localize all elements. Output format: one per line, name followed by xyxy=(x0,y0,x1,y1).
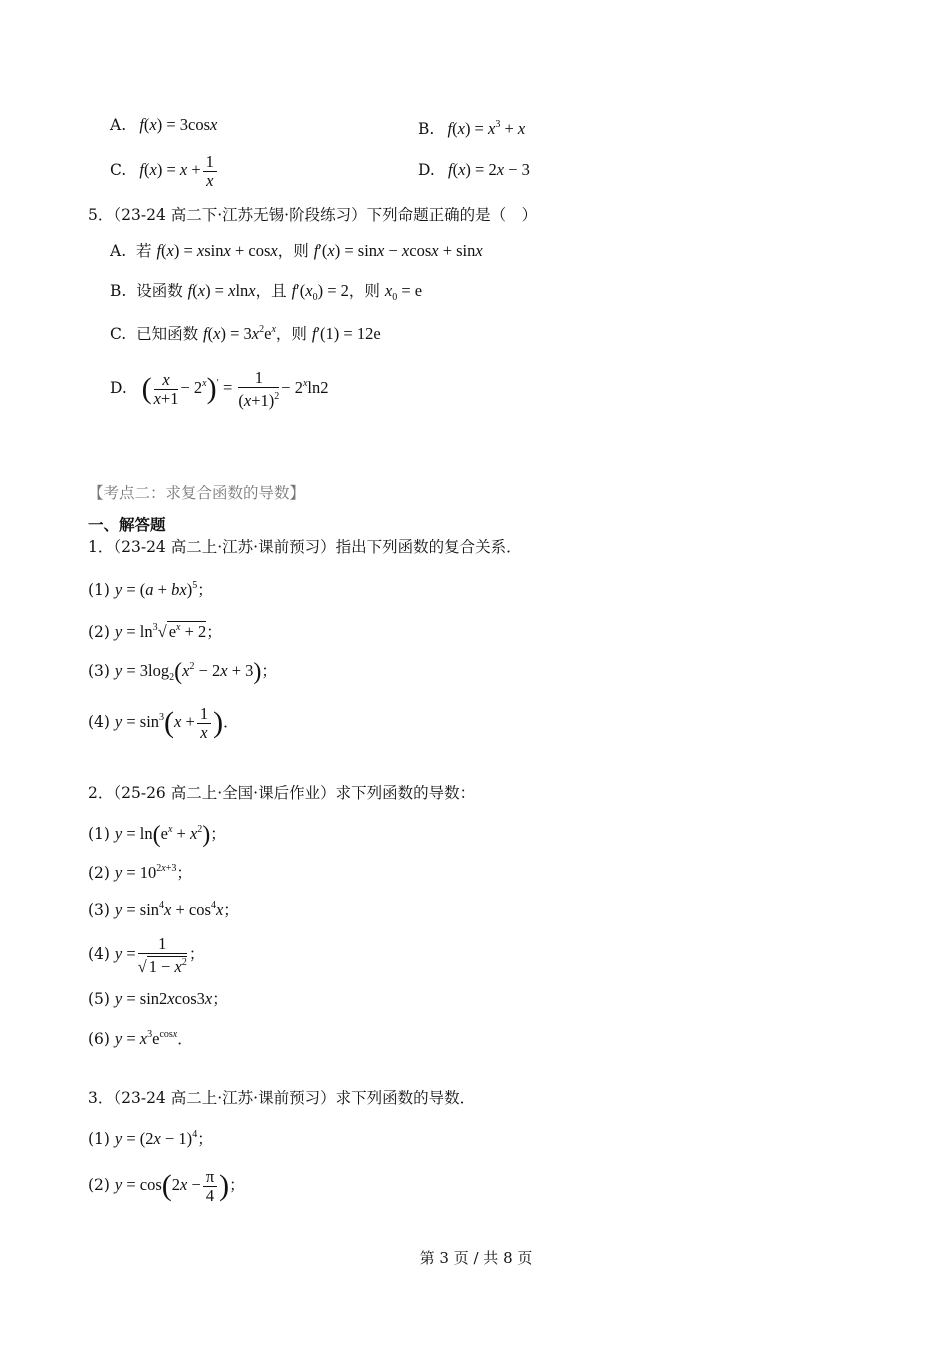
formula: f(x) = xsinx + cosx xyxy=(156,241,278,260)
p3-item-2 xyxy=(88,1163,245,1208)
q4-option-b xyxy=(418,114,525,140)
formula: $f'(x_0) = 2$ xyxy=(291,281,349,303)
formula: y = (a + bx)$^5$ xyxy=(114,580,198,599)
formula: $y = 10^{2x+3}$ xyxy=(114,863,177,882)
section-heading: 【考点二：求复合函数的导数】 xyxy=(88,484,306,502)
option-label: B. xyxy=(110,282,127,300)
option-label: B. xyxy=(418,120,435,138)
punctuation: ． xyxy=(223,713,239,731)
formula: ( $\frac{x}{x+1}$ − $2^x)'$ = $\frac{1}{(x+1)^2}$ − $2^x\ln 2$ xyxy=(141,367,329,410)
formula: $x_0 = e$ xyxy=(384,281,423,303)
page-footer: 第 3 页 / 共 8 页 xyxy=(419,1249,533,1267)
item-number: (2) xyxy=(88,864,110,882)
option-text: 若 xyxy=(135,242,152,260)
q4-option-d xyxy=(418,159,530,181)
formula: $y = \sin^4x + \cos^4x$ xyxy=(114,900,224,919)
q5-option-c xyxy=(110,319,381,345)
formula: $y = x^3e^{cosx}$ xyxy=(114,1029,178,1048)
option-text: 已知函数 xyxy=(136,325,199,343)
punctuation: ； xyxy=(223,901,239,919)
punctuation: ； xyxy=(197,581,213,599)
formula: y = cos(2x − $\frac{\pi}{4}$ ) xyxy=(114,1166,230,1205)
p2-stem: 2．（25-26 高二上·全国·课后作业）求下列函数的导数： xyxy=(88,784,476,802)
item-number: (1) xyxy=(88,581,110,599)
formula: f(x) = 2x − 3 xyxy=(448,160,530,179)
formula: f′(1) = 12e xyxy=(311,324,381,343)
option-label: C. xyxy=(110,325,127,343)
p1-item-3 xyxy=(88,656,277,689)
p2-item-6 xyxy=(88,1024,193,1050)
punctuation: ． xyxy=(177,1030,193,1048)
option-text: 设函数 xyxy=(136,282,183,300)
q5-option-a xyxy=(110,240,483,262)
item-number: (4) xyxy=(88,945,110,963)
option-text: ，则 xyxy=(277,242,309,260)
punctuation: ； xyxy=(212,990,228,1008)
option-text: ，则 xyxy=(348,282,380,300)
punctuation: ； xyxy=(210,825,226,843)
formula: f′(x) = sinx − xcosx + sinx xyxy=(313,241,483,260)
punctuation: ； xyxy=(188,945,205,963)
p2-item-5 xyxy=(88,988,228,1010)
question-number: 5． xyxy=(88,206,114,224)
formula: $y = \ln^3√$ $e^x + 2$ xyxy=(114,622,207,641)
option-text: ，则 xyxy=(275,325,307,343)
p1-item-4 xyxy=(88,696,239,745)
formula: y = $\frac{1}{√ 1 - x^2}$ xyxy=(114,933,187,976)
item-number: (1) xyxy=(88,825,110,843)
option-label: C. xyxy=(110,161,127,179)
formula: $f(x) = x^3 + x$ xyxy=(447,119,526,138)
item-number: (6) xyxy=(88,1030,110,1048)
option-label: D. xyxy=(418,161,435,179)
item-number: (1) xyxy=(88,1130,110,1148)
p1-item-1 xyxy=(88,575,213,601)
section-subheading: 一、解答题 xyxy=(88,515,166,534)
formula: $y = 3\log_2(x^2 - 2x + 3)$ xyxy=(114,659,262,686)
p2-item-2 xyxy=(88,858,192,884)
formula: $y = \sin^3(x$ + $\frac{1}{x}$ ) xyxy=(114,703,224,742)
item-number: (3) xyxy=(88,662,110,680)
p3-item-1 xyxy=(88,1124,213,1150)
punctuation: ； xyxy=(229,1176,245,1194)
q4-option-c xyxy=(110,150,219,190)
p2-item-4 xyxy=(88,932,204,976)
q4-option-a xyxy=(110,114,217,136)
p3-stem: 3．（23-24 高二上·江苏·课前预习）求下列函数的导数． xyxy=(88,1089,476,1107)
p2-item-3 xyxy=(88,895,239,921)
item-number: (4) xyxy=(88,713,110,731)
p2-item-1 xyxy=(88,819,226,849)
item-number: (3) xyxy=(88,901,110,919)
q5-option-d xyxy=(110,362,329,411)
q5-stem xyxy=(88,204,537,226)
formula: $f(x) = 3x^2e^x$ xyxy=(203,324,276,343)
p1-item-2 xyxy=(88,617,222,643)
formula: y = sin2xcos3x xyxy=(114,989,213,1008)
punctuation: ； xyxy=(176,864,192,882)
punctuation: ； xyxy=(197,1130,213,1148)
punctuation: ； xyxy=(206,623,222,641)
q5-option-b xyxy=(110,280,422,309)
formula: $y = \ln(e^x + x^2)$ xyxy=(114,822,211,849)
question-text: （23-24 高二下·江苏无锡·阶段练习）下列命题正确的是（ ） xyxy=(113,206,538,224)
item-number: (5) xyxy=(88,990,110,1008)
item-number: (2) xyxy=(88,1176,110,1194)
option-label: A. xyxy=(110,116,127,134)
formula: f(x) = xlnx xyxy=(187,281,256,300)
option-label: A. xyxy=(110,242,127,260)
formula: $y = (2x - 1)^4$ xyxy=(114,1129,198,1148)
item-number: (2) xyxy=(88,623,110,641)
p1-stem: 1．（23-24 高二上·江苏·课前预习）指出下列函数的复合关系． xyxy=(88,538,522,556)
punctuation: ； xyxy=(261,662,277,680)
formula: f(x) = 3cosx xyxy=(139,115,218,134)
option-label: D. xyxy=(110,379,127,397)
formula: f(x) = x + $\frac{1}{x}$ xyxy=(131,160,219,179)
option-text: ，且 xyxy=(255,282,287,300)
